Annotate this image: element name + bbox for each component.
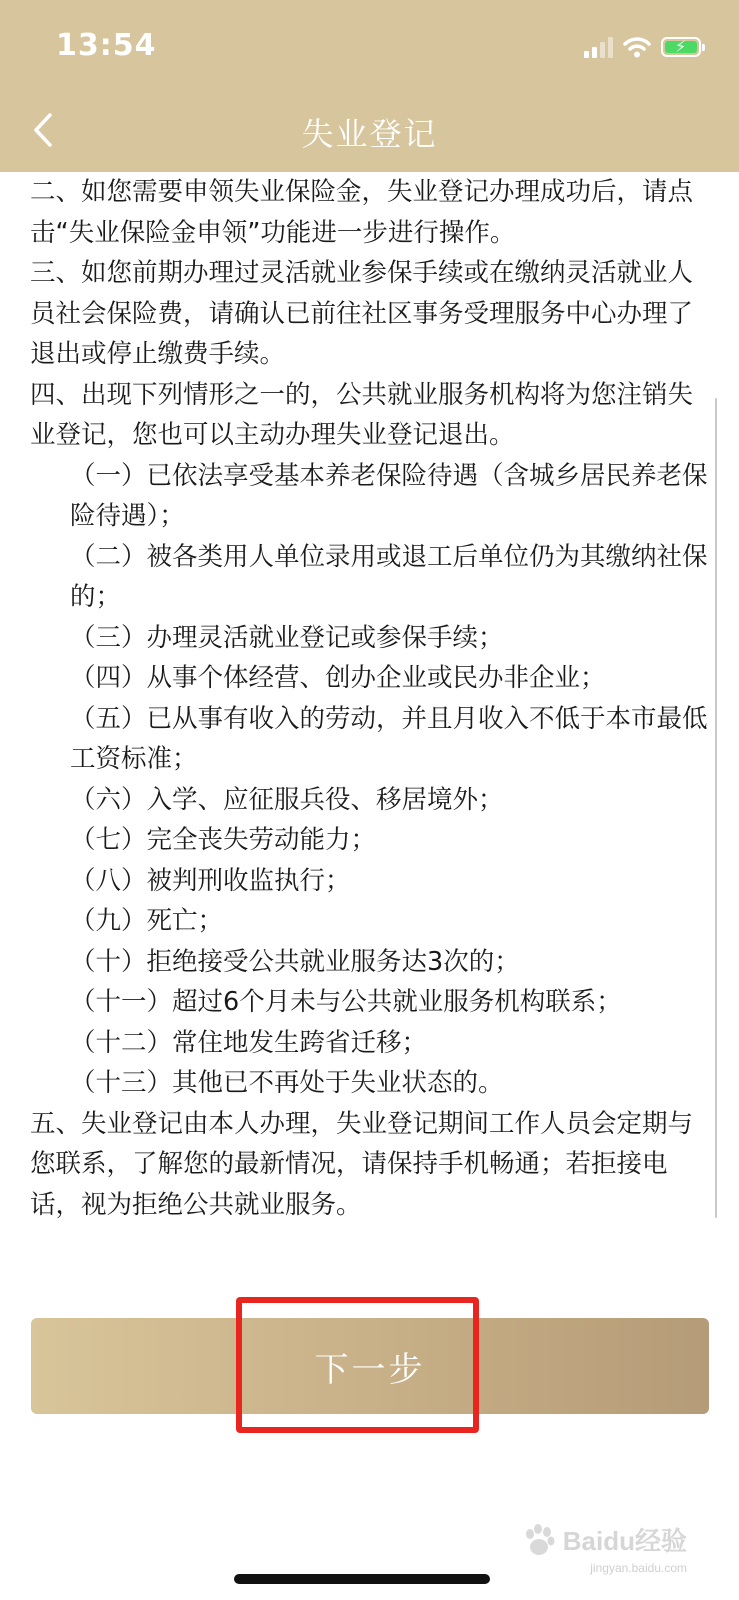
- notice-content: [30, 172, 710, 1262]
- home-indicator[interactable]: [234, 1574, 490, 1584]
- notice-item: （八）被判刑收监执行；: [70, 865, 351, 896]
- notice-item: （十二）常住地发生跨省迁移；: [70, 1027, 428, 1058]
- notice-section-2: 二、如您需要申领失业保险金，失业登记办理成功后，请点击“失业保险金申领”功能进一步进行操作。: [30, 177, 694, 248]
- status-icons: [584, 32, 701, 62]
- notice-item: （五）已从事有收入的劳动，并且月收入不低于本市最低工资标准；: [70, 703, 708, 774]
- app-header: [0, 0, 739, 172]
- baidu-paw-icon: [521, 1522, 557, 1558]
- notice-item: （四）从事个体经营、创办企业或民办非企业；: [70, 663, 606, 693]
- notice-item: （十）拒绝接受公共就业服务达3次的；: [70, 946, 520, 977]
- status-bar: [0, 0, 739, 95]
- watermark-url: jingyan.baidu.com: [590, 1561, 687, 1575]
- page-title: 失业登记: [301, 115, 438, 153]
- notice-item: （十一）超过6个月未与公共就业服务机构联系；: [70, 987, 622, 1017]
- notice-section-4: 四、出现下列情形之一的，公共就业服务机构将为您注销失业登记，您也可以主动办理失业登记退出。: [30, 379, 694, 450]
- notice-section-3: 三、如您前期办理过灵活就业参保手续或在缴纳灵活就业人员社会保险费，请确认已前往社区事务受理服务中心办理了退出或停止缴费手续。: [30, 258, 694, 369]
- battery-charging-icon: ⚡: [661, 37, 701, 57]
- watermark-brand: Baidu经验: [562, 1526, 687, 1556]
- notice-item: （一）已依法享受基本养老保险待遇（含城乡居民养老保险待遇）；: [70, 460, 708, 531]
- notice-item: （九）死亡；: [70, 906, 224, 936]
- content-scrollbar[interactable]: [715, 398, 717, 1218]
- cellular-signal-icon: [584, 36, 613, 58]
- notice-item: （六）入学、应征服兵役、移居境外；: [70, 784, 504, 815]
- notice-item: （三）办理灵活就业登记或参保手续；: [70, 622, 504, 653]
- wifi-icon: [623, 36, 651, 58]
- status-time: 13:54: [56, 28, 157, 63]
- notice-item: （七）完全丧失劳动能力；: [70, 825, 377, 855]
- baidu-watermark: [521, 1521, 687, 1575]
- notice-item: （十三）其他已不再处于失业状态的。: [70, 1068, 504, 1098]
- nav-bar: [0, 95, 739, 172]
- notice-section-5: 五、失业登记由本人办理，失业登记期间工作人员会定期与您联系，了解您的最新情况，请保持手机畅通；若拒接电话，视为拒绝公共就业服务。: [30, 1108, 694, 1220]
- notice-item: （二）被各类用人单位录用或退工后单位仍为其缴纳社保的；: [70, 541, 708, 612]
- next-step-button[interactable]: 下一步: [31, 1318, 709, 1414]
